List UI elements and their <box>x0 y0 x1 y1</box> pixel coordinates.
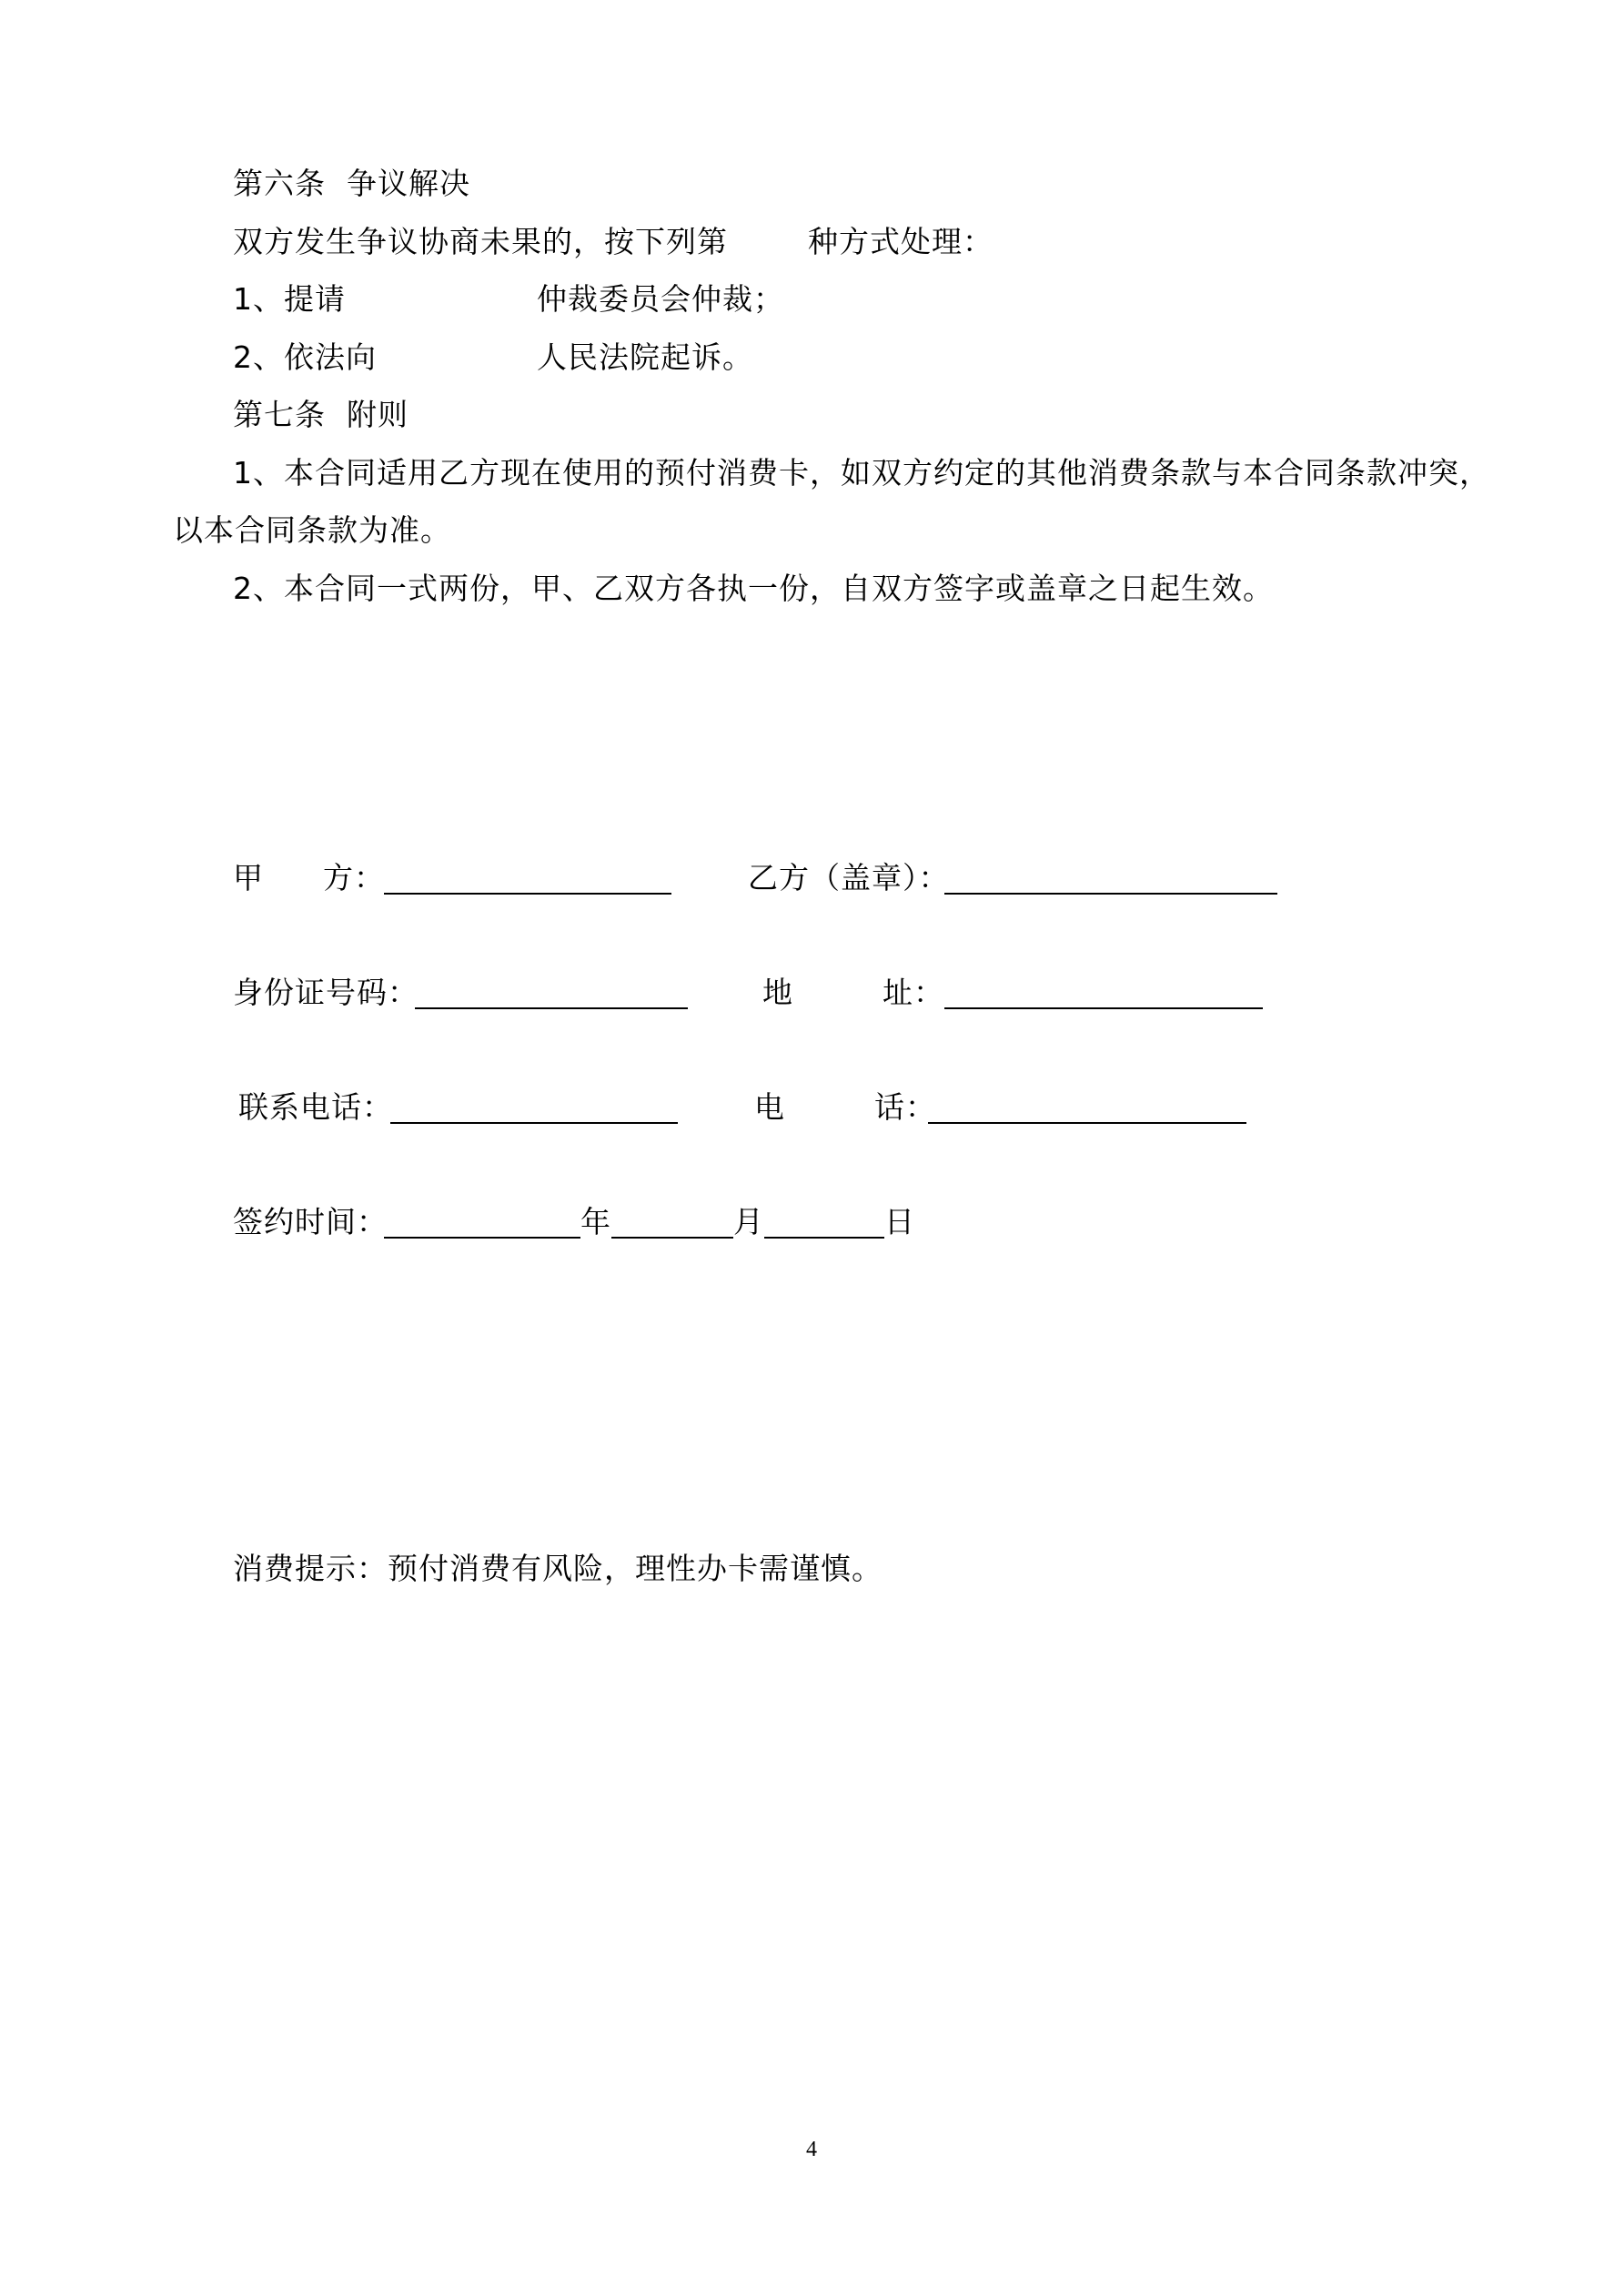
article7-heading: 第七条 附则 <box>233 397 409 432</box>
party-a-signature-line <box>384 893 671 895</box>
year-line <box>384 1237 580 1239</box>
party-b-signature-line <box>944 893 1277 895</box>
phone-line <box>928 1122 1246 1124</box>
article6-option1-suffix: 仲裁委员会仲裁； <box>537 281 784 317</box>
article6-intro-after: 种方式处理： <box>808 224 994 259</box>
party-b-label: 乙方（盖章）： <box>748 860 950 895</box>
contact-phone-line <box>390 1122 678 1124</box>
party-a-label-char1: 甲 <box>233 860 264 895</box>
article6-intro-before: 双方发生争议协商未果的，按下列第 <box>233 224 728 259</box>
phone-label-char1: 电 <box>754 1089 785 1125</box>
party-a-label-char2: 方： <box>323 860 385 895</box>
day-label: 日 <box>884 1204 915 1239</box>
address-line <box>944 1007 1263 1009</box>
month-label: 月 <box>733 1204 764 1239</box>
month-line <box>611 1237 733 1239</box>
article6-heading: 第六条 争议解决 <box>233 166 470 201</box>
phone-label-char2: 话： <box>874 1089 936 1125</box>
article7-item2: 2、本合同一式两份，甲、乙双方各执一份，自双方签字或盖章之日起生效。 <box>233 571 1274 606</box>
address-label-char2: 址： <box>883 975 944 1010</box>
page-number: 4 <box>806 2138 817 2161</box>
year-label: 年 <box>580 1204 611 1239</box>
sign-date-label: 签约时间： <box>233 1204 388 1239</box>
article7-item1-line2: 以本合同条款为准。 <box>173 512 451 548</box>
article6-option2-prefix: 2、依法向 <box>233 339 377 375</box>
address-label-char1: 地 <box>762 975 793 1010</box>
article6-option1-prefix: 1、提请 <box>233 281 346 317</box>
contact-phone-label: 联系电话： <box>238 1089 393 1125</box>
article7-item1-line1: 1、本合同适用乙方现在使用的预付消费卡，如双方约定的其他消费条款与本合同条款冲突， <box>233 455 1490 491</box>
day-line <box>764 1237 884 1239</box>
consumer-notice: 消费提示：预付消费有风险，理性办卡需谨慎。 <box>233 1551 883 1586</box>
id-number-label: 身份证号码： <box>233 975 419 1010</box>
article6-option2-suffix: 人民法院起诉。 <box>537 339 753 375</box>
id-number-line <box>415 1007 688 1009</box>
